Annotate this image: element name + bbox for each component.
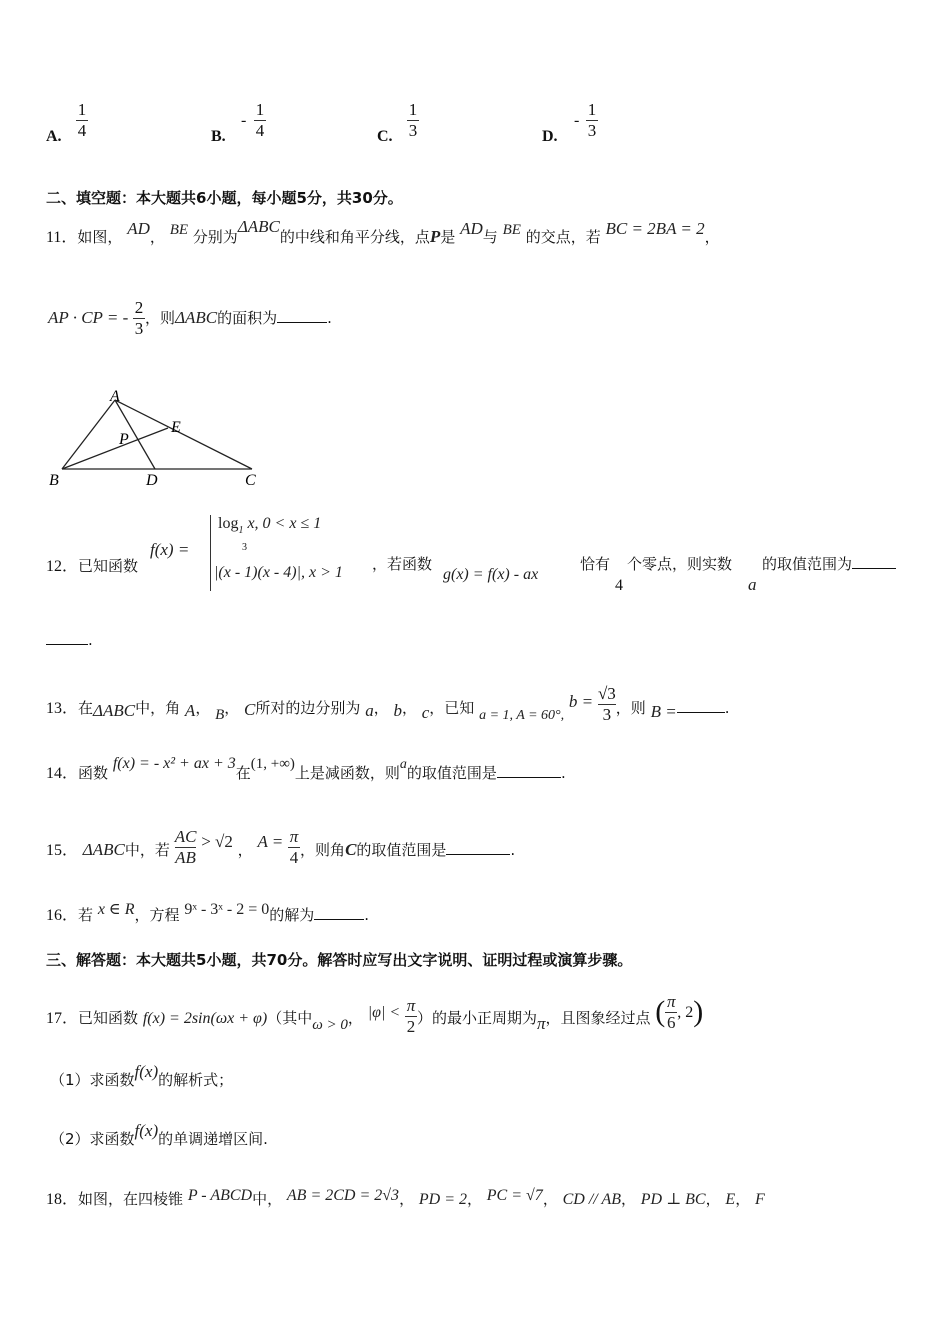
label-d: D xyxy=(146,472,158,489)
math-period: π xyxy=(536,1014,546,1033)
numerator: AC xyxy=(174,827,197,846)
math-fraction xyxy=(405,996,417,1037)
denominator: 4 xyxy=(255,121,265,140)
math-triangle: ΔABC xyxy=(93,701,136,720)
q12-text-5 xyxy=(762,553,896,574)
question-number: 11． xyxy=(46,229,78,246)
text: ， xyxy=(237,841,253,859)
numerator: π xyxy=(289,827,299,846)
math-fraction xyxy=(665,992,677,1033)
text: . xyxy=(327,309,332,327)
paren-close: ) xyxy=(693,995,704,1028)
math-fraction xyxy=(288,827,300,868)
text: ，方程 xyxy=(134,906,180,924)
question-number: 12． xyxy=(46,558,79,575)
q12-text-3: 恰有 xyxy=(580,555,611,573)
text: 的交点，若 xyxy=(525,228,601,246)
text: ， xyxy=(705,1190,721,1208)
q12-blank-cont xyxy=(46,630,93,649)
numerator: √3 xyxy=(597,684,616,703)
text: 如图， xyxy=(77,228,123,246)
text: . xyxy=(724,699,730,717)
text: ， xyxy=(149,228,165,246)
math-condition: AB = 2CD = 2√3 xyxy=(286,1187,400,1204)
text: 在 xyxy=(78,699,94,717)
text: 的单调递增区间. xyxy=(158,1130,268,1148)
question-13: 13．在ΔABC中，角 A， B， C所对的边分别为 a， b， c，已知 a = 1, A = 60°, b = $\frac{√3}{3}$ ，则 B = . xyxy=(46,684,730,724)
question-16 xyxy=(46,902,369,925)
math-ad: AD xyxy=(460,219,483,238)
numerator: π xyxy=(667,992,676,1011)
answer-blank[interactable] xyxy=(314,905,364,920)
question-17-part-1 xyxy=(50,1062,234,1090)
text: . xyxy=(510,841,516,859)
text: 上是减函数，则 xyxy=(294,764,400,782)
piecewise-case-2: |(x - 1)(x - 4)|, x > 1 xyxy=(214,564,343,581)
option-label: C. xyxy=(377,128,393,145)
text: ，则 xyxy=(145,309,176,327)
text: 中， xyxy=(252,1190,283,1208)
text: 已知函数 xyxy=(78,1009,139,1027)
math-a-eq: A = xyxy=(257,832,284,851)
math-condition: PD = 2 xyxy=(418,1191,467,1208)
text: 的解为 xyxy=(269,906,315,924)
question-number: 14． xyxy=(46,765,79,782)
text: ， xyxy=(466,1190,482,1208)
label-b: B xyxy=(49,472,59,489)
math-condition: PD ⊥ BC xyxy=(640,1191,706,1208)
label-p: P xyxy=(119,431,129,448)
math-omega: ω > 0 xyxy=(312,1017,348,1033)
text: 在 xyxy=(235,764,251,782)
text: ， xyxy=(347,1009,363,1027)
text: （其中 xyxy=(267,1009,313,1027)
math-interval: (1, +∞) xyxy=(250,756,295,772)
math-b-angle: B = xyxy=(650,702,677,721)
math-condition: PC = √7 xyxy=(486,1187,543,1204)
math-pyramid: P - ABCD xyxy=(187,1187,253,1204)
option-fraction xyxy=(586,100,598,141)
text: ， xyxy=(620,1190,636,1208)
question-12 xyxy=(46,553,138,576)
paren-open: ( xyxy=(655,995,666,1028)
math-angle-a: A xyxy=(184,701,196,720)
q12-four: 4 xyxy=(615,577,623,594)
text: ， xyxy=(704,228,720,246)
math-b-eq: b = xyxy=(568,692,594,711)
math-a: a xyxy=(399,757,407,772)
text: 中，若 xyxy=(124,841,170,859)
log-base-denominator: 3 xyxy=(242,542,247,553)
text: （1）求函数 xyxy=(50,1071,135,1089)
math-triangle: ΔABC xyxy=(175,308,218,327)
math-fx: f(x) = xyxy=(150,540,190,559)
answer-blank[interactable] xyxy=(852,554,896,569)
question-number: 15． xyxy=(46,842,79,859)
math-condition: x ∈ R xyxy=(97,901,135,918)
numerator: π xyxy=(406,996,416,1015)
label-e: E xyxy=(171,419,181,436)
text: 的面积为 xyxy=(217,309,278,327)
text: 的取值范围是 xyxy=(356,841,447,859)
numerator: 1 xyxy=(587,100,597,119)
text: . xyxy=(88,631,93,649)
math-dot-product: AP · CP = - xyxy=(48,308,129,327)
math-side-c: c xyxy=(421,703,430,722)
q12-text-2: ，若函数 xyxy=(372,555,433,573)
math-fx: f(x) xyxy=(134,1062,159,1081)
math-point-p: P xyxy=(429,227,441,246)
section-3-title: 三、解答题：本大题共5小题，共70分。解答时应写出文字说明、证明过程或演算步骤。 xyxy=(46,951,633,969)
math-gx: g(x) = f(x) - ax xyxy=(443,566,539,583)
math-condition: BC = 2BA = 2 xyxy=(605,219,705,238)
question-11-line-2 xyxy=(48,298,332,339)
math-angle-c: C xyxy=(345,840,357,859)
math-fraction xyxy=(175,827,197,868)
math-fraction xyxy=(598,684,616,725)
option-fraction xyxy=(76,100,88,141)
text: 的解析式； xyxy=(158,1071,234,1089)
option-fraction xyxy=(407,100,419,141)
answer-blank[interactable] xyxy=(277,308,327,323)
math-angle-b: B xyxy=(215,707,225,723)
text: ，则 xyxy=(615,699,646,717)
math-ad: AD xyxy=(127,219,150,238)
math-triangle: ΔABC xyxy=(237,217,280,236)
option-fraction xyxy=(254,100,266,141)
text: 中，角 xyxy=(135,699,181,717)
question-number: 13． xyxy=(46,700,79,717)
math-condition: a = 1, A = 60°, xyxy=(479,708,565,723)
math-side-b: b xyxy=(393,701,402,720)
text: 如图，在四棱锥 xyxy=(78,1190,184,1208)
question-18 xyxy=(46,1186,765,1209)
denominator: 3 xyxy=(587,121,597,140)
math-be: BE xyxy=(502,222,521,238)
math-condition: CD // AB xyxy=(562,1191,621,1208)
math-fx: f(x) xyxy=(134,1121,159,1140)
denominator: AB xyxy=(175,848,196,867)
text: ， xyxy=(735,1190,751,1208)
option-sign: - xyxy=(574,112,580,129)
question-14 xyxy=(46,755,566,783)
text: 是 xyxy=(440,228,456,246)
numerator: 1 xyxy=(408,100,418,119)
text: 函数 xyxy=(78,764,109,782)
denominator: 6 xyxy=(667,1013,676,1032)
text: 的取值范围是 xyxy=(406,764,497,782)
math-triangle: ΔABC xyxy=(82,840,125,859)
question-15 xyxy=(46,827,516,871)
text: ，则角 xyxy=(300,841,346,859)
denominator: 2 xyxy=(406,1017,416,1036)
text: ， xyxy=(542,1190,558,1208)
text: （2）求函数 xyxy=(50,1130,135,1148)
label-c: C xyxy=(245,472,256,489)
math-text: x, 0 < x ≤ 1 xyxy=(247,515,322,532)
text: 所对的边分别为 xyxy=(255,699,361,717)
text: 的取值范围为 xyxy=(762,555,853,573)
numerator: 2 xyxy=(134,298,144,317)
label-a: A xyxy=(110,388,120,405)
question-number: 17． xyxy=(46,1010,79,1027)
text: ， xyxy=(399,1190,415,1208)
section-2-title: 二、填空题：本大题共6小题，每小题5分，共30分。 xyxy=(46,189,403,207)
math-point-y: , 2 xyxy=(677,1004,694,1021)
option-label: A. xyxy=(46,128,62,145)
math-fraction xyxy=(133,298,145,339)
answer-blank[interactable] xyxy=(497,763,561,778)
denominator: 4 xyxy=(289,848,299,867)
denominator: 3 xyxy=(134,319,144,338)
math-angle-c: C xyxy=(244,700,256,719)
question-11 xyxy=(46,217,720,247)
text: ，已知 xyxy=(429,699,475,717)
math-equation: 9ˣ - 3ˣ - 2 = 0 xyxy=(184,901,270,918)
triangle-figure xyxy=(40,385,280,495)
answer-blank[interactable] xyxy=(46,630,88,645)
text: 已知函数 xyxy=(78,557,139,575)
denominator: 3 xyxy=(408,121,418,140)
math-phi: |φ| < xyxy=(367,1004,401,1021)
math-point-e: E xyxy=(725,1191,736,1208)
answer-blank[interactable] xyxy=(677,698,725,713)
text: ）的最小正周期为 xyxy=(416,1009,537,1027)
math-a: a xyxy=(748,575,757,594)
option-label: D. xyxy=(542,128,558,145)
text: 分别为 xyxy=(192,228,238,246)
numerator: 1 xyxy=(255,100,265,119)
math-be: BE xyxy=(169,222,189,238)
log-base-numerator: 1 xyxy=(238,525,244,536)
math-side-a: a xyxy=(365,701,374,720)
option-sign: - xyxy=(241,112,247,129)
text: 的中线和角平分线，点 xyxy=(279,228,430,246)
denominator: 3 xyxy=(602,705,612,724)
text: . xyxy=(560,764,566,782)
question-number: 18． xyxy=(46,1191,79,1208)
piecewise-case-1 xyxy=(218,515,322,536)
text: 与 xyxy=(482,228,498,246)
math-fx: f(x) = 2sin(ωx + φ) xyxy=(142,1010,268,1027)
math-log: log xyxy=(218,515,239,532)
text: . xyxy=(364,906,370,924)
text: 若 xyxy=(78,906,94,924)
math-point-f: F xyxy=(754,1191,765,1208)
math-fx: f(x) = - x² + ax + 3 xyxy=(112,755,236,772)
math-inequality: > √2 xyxy=(201,832,233,851)
denominator: 4 xyxy=(77,121,87,140)
numerator: 1 xyxy=(77,100,87,119)
question-17 xyxy=(46,992,704,1039)
option-label: B. xyxy=(211,128,226,145)
text: ，且图象经过点 xyxy=(545,1009,651,1027)
answer-blank[interactable] xyxy=(446,840,510,855)
question-number: 16． xyxy=(46,907,79,924)
question-17-part-2 xyxy=(50,1121,268,1149)
q12-text-4: 个零点，则实数 xyxy=(627,555,733,573)
